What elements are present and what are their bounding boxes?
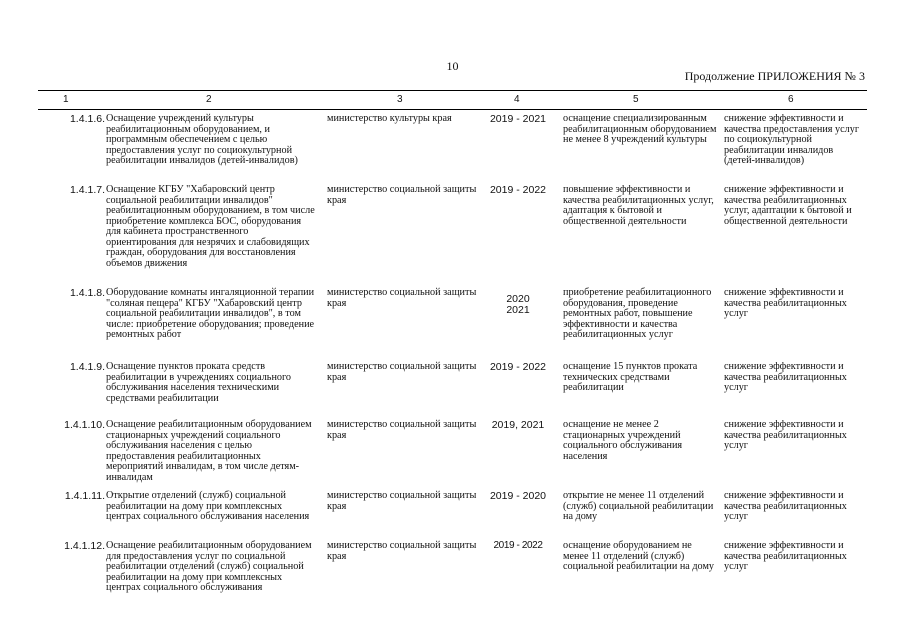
consequence: снижение эффективности и качества реабилитационных услуг, адаптации к бытовой и общественной деятельности <box>724 184 852 227</box>
executor: министерство социальной защиты края <box>327 419 477 441</box>
consequence: снижение эффективности и качества реабилитационных услуг <box>724 287 847 319</box>
header-col-6: 6 <box>788 94 794 105</box>
header-col-1: 1 <box>63 94 69 105</box>
row-number: 1.4.1.7. <box>69 184 105 196</box>
measure-name: Оборудование комнаты ингаляционной терапии "соляная пещера" КГБУ "Хабаровский центр социальной реабилитации инвалидов", в том числе: приобретение оборудования; проведение ремонтных работ <box>106 287 315 340</box>
header-col-5: 5 <box>633 94 639 105</box>
consequence: снижение эффективности и качества реабилитационных услуг <box>724 490 847 522</box>
executor: министерство социальной защиты края <box>327 490 477 512</box>
period: 2019 - 2022 <box>489 361 547 373</box>
row-number: 1.4.1.9. <box>69 361 105 373</box>
executor: министерство социальной защиты края <box>327 540 477 562</box>
row-number: 1.4.1.11. <box>64 490 105 502</box>
measure-name: Оснащение КГБУ "Хабаровский центр социальной реабилитации инвалидов" реабилитационным оборудованием, в том числе приобретение комплекса БОС, оборудования для кабинета пространственного ориентирования для незрячих и слабовидящих граждан, оборудования для восстановления объемов движения <box>106 184 315 269</box>
consequence: снижение эффективности и качества предоставления услуг по социокультурной реабилитации инвалидов (детей-инвалидов) <box>724 113 859 166</box>
measure-name: Оснащение реабилитационным оборудованием стационарных учреждений социального обслуживания населения с целью предоставления реабилитационных мероприятий инвалидам, в том числе детям-инвалидам <box>106 419 312 483</box>
row-number: 1.4.1.10. <box>64 419 105 431</box>
period: 2020 2021 <box>506 293 530 316</box>
executor: министерство социальной защиты края <box>327 361 477 383</box>
period: 2019 - 2021 <box>489 113 547 125</box>
expected-result: оснащение оборудованием не менее 11 отделений (служб) социальной реабилитации на дому <box>563 540 714 572</box>
expected-result: оснащение специализированным реабилитационным оборудованием не менее 8 учреждений культуры <box>563 113 717 145</box>
header-col-3: 3 <box>397 94 403 105</box>
consequence: снижение эффективности и качества реабилитационных услуг <box>724 361 847 393</box>
row-number: 1.4.1.6. <box>69 113 105 125</box>
period: 2019 - 2022 <box>489 184 547 196</box>
measure-name: Оснащение реабилитационным оборудованием для предоставления услуг по социальной реабилитации отделений (служб) социальной реабилитации на дому при комплексных центрах социального обслуживания <box>106 540 312 593</box>
header-col-2: 2 <box>206 94 212 105</box>
row-number: 1.4.1.12. <box>64 540 105 552</box>
expected-result: оснащение 15 пунктов проката технических средствами реабилитации <box>563 361 698 393</box>
period: 2019 - 2020 <box>489 490 547 502</box>
measure-name: Оснащение пунктов проката средств реабилитации в учреждениях социального обслуживания населения техническими средствами реабилитации <box>106 361 292 404</box>
expected-result: оснащение не менее 2 стационарных учреждений социального обслуживания населения <box>563 419 683 462</box>
period: 2019, 2021 <box>491 419 545 431</box>
expected-result: приобретение реабилитационного оборудования, проведение ремонтных работ, повышение эффективности и качества реабилитационных услуг <box>563 287 712 340</box>
period: 2019 - 2022 <box>493 540 543 551</box>
measure-name: Оснащение учреждений культуры реабилитационным оборудованием, и программным обеспечением с целью предоставления услуг по социокультурной реабилитации инвалидов (детей-инвалидов) <box>106 113 298 166</box>
expected-result: повышение эффективности и качества реабилитационных услуг, адаптация к бытовой и общественной деятельности <box>563 184 714 227</box>
expected-result: открытие не менее 11 отделений (служб) социальной реабилитации на дому <box>563 490 714 522</box>
executor: министерство социальной защиты края <box>327 184 477 206</box>
table-header <box>38 90 867 110</box>
appendix-label: Продолжение ПРИЛОЖЕНИЯ № 3 <box>684 69 865 83</box>
consequence: снижение эффективности и качества реабилитационных услуг <box>724 419 847 451</box>
page-number: 10 <box>446 59 459 73</box>
consequence: снижение эффективности и качества реабилитационных услуг <box>724 540 847 572</box>
executor: министерство культуры края <box>327 113 452 124</box>
header-col-4: 4 <box>514 94 520 105</box>
executor: министерство социальной защиты края <box>327 287 477 309</box>
measure-name: Открытие отделений (служб) социальной реабилитации на дому при комплексных центрах социального обслуживания населения <box>106 490 310 522</box>
row-number: 1.4.1.8. <box>69 287 105 299</box>
